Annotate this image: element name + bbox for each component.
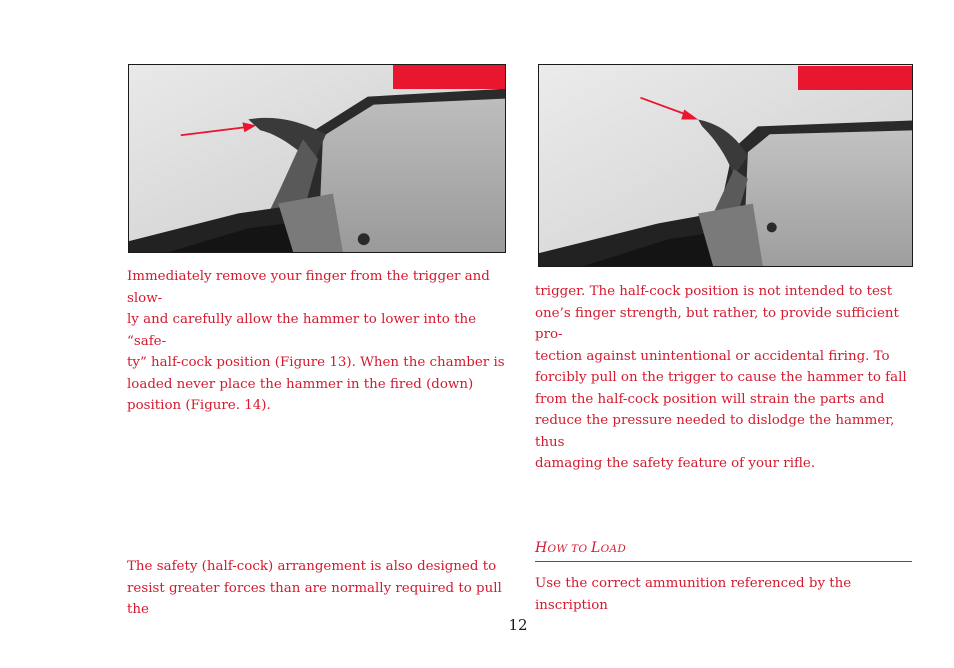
figure-14-red-tab <box>798 66 912 90</box>
section-heading-how-to-load: HOW TO LOAD <box>535 540 627 556</box>
figure-13-photo <box>128 64 506 253</box>
page-number: 12 <box>508 616 528 634</box>
right-paragraph-bottom: Use the correct ammunition referenced by the inscription <box>535 576 852 613</box>
left-paragraph-top: Immediately remove your finger from the trigger and slow- ly and carefully allow the hammer to lower into the “safe- ty” half-cock position (Figure 13). When the chamber is loaded never place the hammer in the fired (down) position (Figure. 14). <box>127 269 505 413</box>
figure-14-image <box>539 65 912 266</box>
section-heading-rule <box>535 561 912 562</box>
figure-13-image <box>129 65 505 252</box>
left-paragraph-bottom: The safety (half-cock) arrangement is also designed to resist greater forces than are normally required to pull the <box>127 559 502 617</box>
figure-14-photo <box>538 64 913 267</box>
right-paragraph-top: trigger. The half-cock position is not intended to test one’s finger strength, but rather, to provide sufficient pro- tection against unintentional or accidental firing. To forcibly pull on the trigger to cause the hammer to fall from the half-cock position will strain the parts and reduce the pressure needed to dislodge the hammer, thus damaging the safety feature of your rifle. <box>535 284 907 471</box>
figure-13-red-tab <box>393 65 505 89</box>
